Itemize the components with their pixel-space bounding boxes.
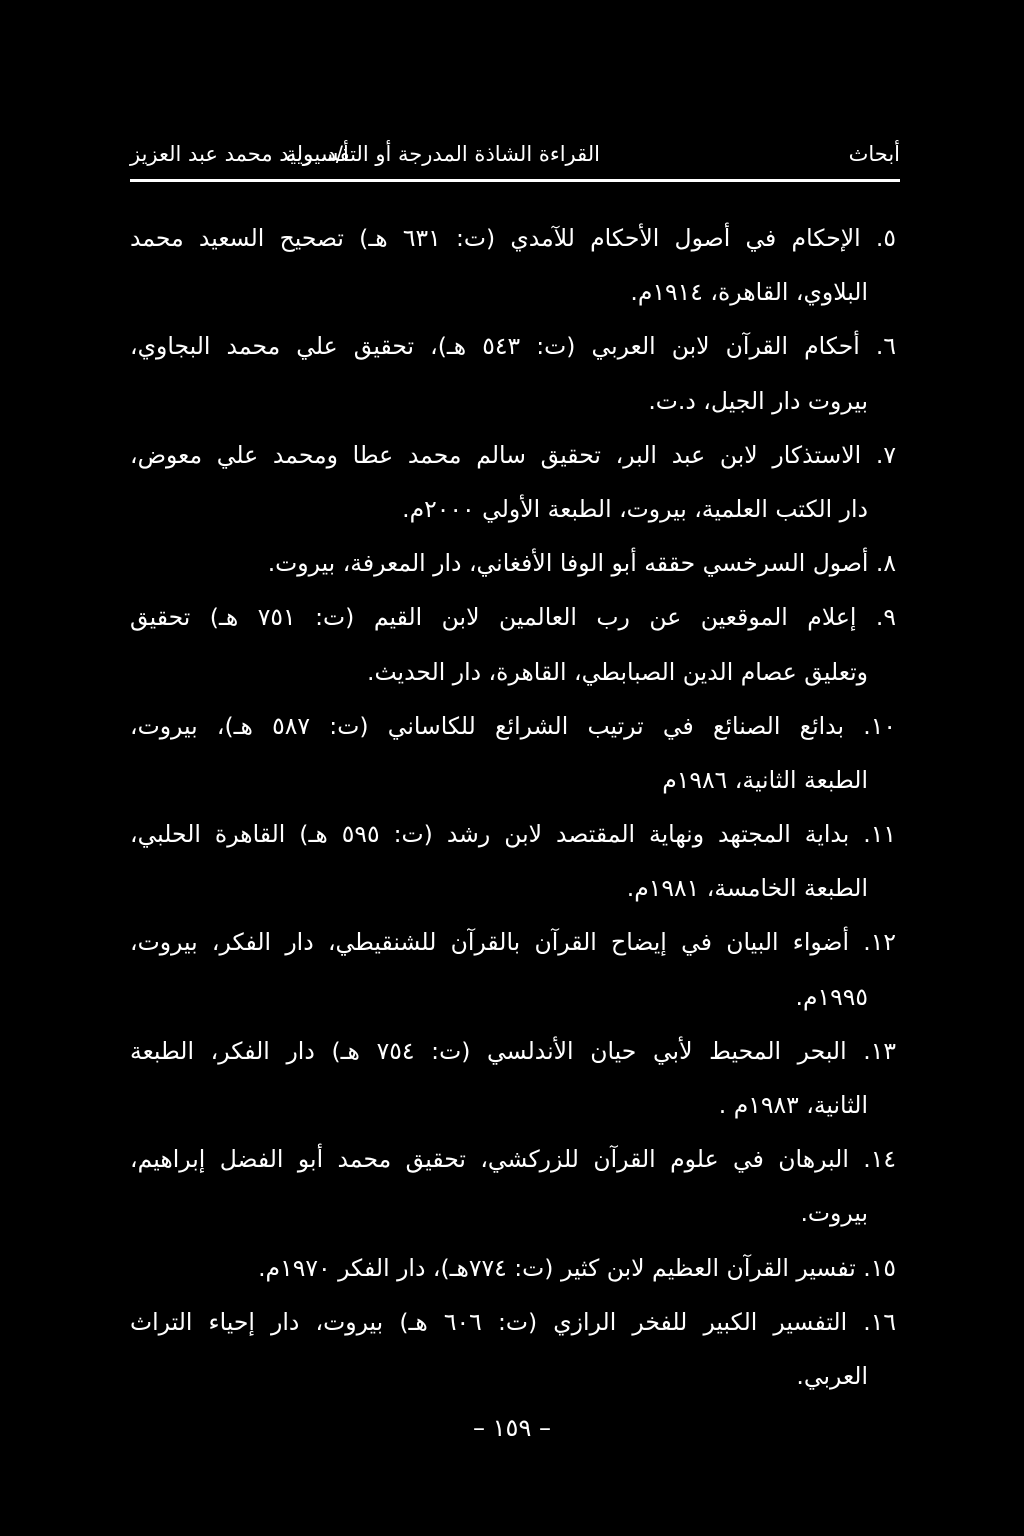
reference-entry: [130, 814, 896, 922]
reference-entry: [130, 1248, 896, 1302]
reference-continuation-line: العربي.: [796, 1361, 868, 1390]
reference-entry: [130, 326, 896, 434]
reference-line: ١٣. البحر المحيط لأبي حيان الأندلسي (ت: ٧٥٤ هـ) دار الفكر، الطبعة: [130, 1036, 896, 1065]
reference-continuation-line: وتعليق عصام الدين الصبابطي، القاهرة، دار الحديث.: [366, 657, 868, 686]
reference-line: ١٢. أضواء البيان في إيضاح القرآن بالقرآن للشنقيطي، دار الفكر، بيروت،: [130, 928, 896, 957]
header-author: أ/د. وليد محمد عبد العزيز: [130, 142, 349, 166]
reference-entry: [130, 706, 896, 814]
reference-entry: [130, 1031, 896, 1139]
reference-line: ١٠. بدائع الصنائع في ترتيب الشرائع للكاساني (ت: ٥٨٧ هـ)، بيروت،: [130, 711, 896, 740]
reference-continuation-line: ١٩٩٥م.: [795, 982, 868, 1011]
reference-continuation-line: الطبعة الخامسة، ١٩٨١م.: [626, 874, 868, 903]
reference-line: ١١. بداية المجتهد ونهاية المقتصد لابن رشد (ت: ٥٩٥ هـ) القاهرة الحلبي،: [130, 820, 896, 849]
page-number: – ١٥٩ –: [473, 1414, 551, 1442]
reference-line: ٨. أصول السرخسي حققه أبو الوفا الأفغاني، دار المعرفة، بيروت.: [267, 549, 896, 578]
reference-continuation-line: البلاوي، القاهرة، ١٩١٤م.: [630, 278, 868, 307]
reference-line: ٥. الإحكام في أصول الأحكام للآمدي (ت: ٦٣١ هـ) تصحيح السعيد محمد: [130, 224, 896, 252]
reference-line: ٦. أحكام القرآن لابن العربي (ت: ٥٤٣ هـ)، تحقيق علي محمد البجاوي،: [130, 332, 896, 361]
reference-entry: [130, 922, 896, 1030]
reference-entry: [130, 597, 896, 705]
running-header: [130, 138, 900, 182]
reference-continuation-line: بيروت.: [800, 1199, 868, 1228]
reference-continuation-line: الثانية، ١٩٨٣م .: [718, 1091, 868, 1119]
reference-entry: [130, 543, 896, 597]
reference-line: ١٥. تفسير القرآن العظيم لابن كثير (ت: ٧٧٤هـ)، دار الفكر ١٩٧٠م.: [258, 1253, 896, 1282]
header-article-title: القراءة الشاذة المدرجة أو التفسيرية: [285, 142, 600, 166]
reference-line: ٧. الاستذكار لابن عبد البر، تحقيق سالم محمد عطا ومحمد علي معوض،: [130, 440, 896, 469]
references-list: [130, 218, 896, 1410]
header-divider: [130, 179, 900, 182]
reference-entry: [130, 218, 896, 326]
reference-line: ١٦. التفسير الكبير للفخر الرازي (ت: ٦٠٦ هـ) بيروت، دار إحياء التراث: [130, 1307, 896, 1336]
reference-continuation-line: الطبعة الثانية، ١٩٨٦م: [662, 765, 868, 794]
reference-entry: [130, 435, 896, 543]
reference-entry: [130, 1139, 896, 1247]
reference-line: ١٤. البرهان في علوم القرآن للزركشي، تحقيق محمد أبو الفضل إبراهيم،: [130, 1145, 896, 1174]
reference-continuation-line: دار الكتب العلمية، بيروت، الطبعة الأولي ٢٠٠٠م.: [402, 494, 868, 523]
reference-line: ٩. إعلام الموقعين عن رب العالمين لابن القيم (ت: ٧٥١ هـ) تحقيق: [130, 603, 896, 632]
header-section-title: أبحاث: [848, 142, 900, 166]
reference-continuation-line: بيروت دار الجيل، د.ت.: [648, 386, 868, 415]
reference-entry: [130, 1302, 896, 1410]
